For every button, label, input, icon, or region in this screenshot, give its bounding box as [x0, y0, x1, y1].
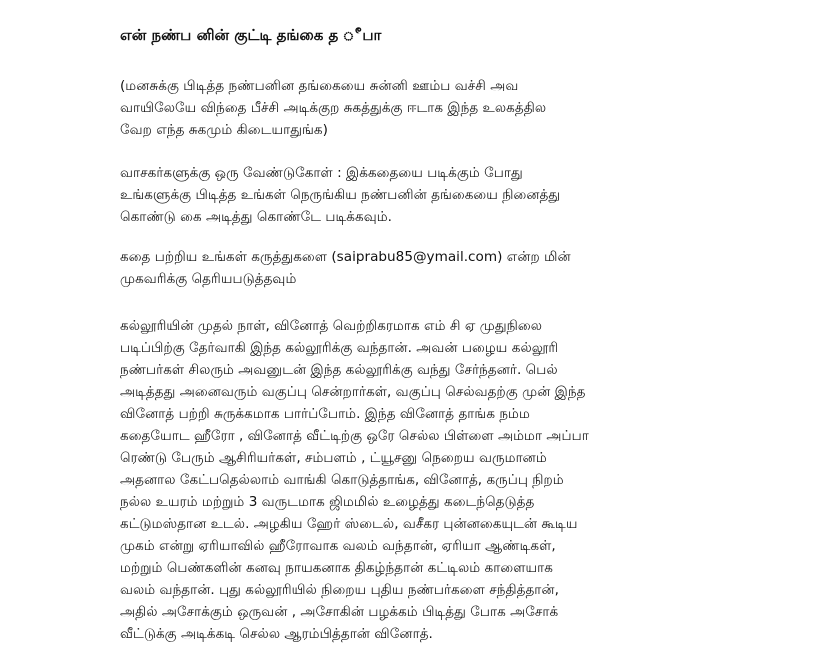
intro-line: வாயிலேயே விந்தை பீச்சி அடிக்குற சுகத்துக்கு ஈடாக இந்த உலகத்தில	[120, 100, 547, 116]
story-line: வினோத் பற்றி சுருக்கமாக பார்ப்போம். இந்த வினோத் தாங்க நம்ம	[120, 406, 530, 422]
request-line: உங்களுக்கு பிடித்த உங்கள் நெருங்கிய நண்பனின் தங்கையை நினைத்து	[120, 187, 561, 203]
intro-line: வேற எந்த சுகமும் கிடையாதுங்க)	[120, 122, 328, 138]
intro-paragraph	[120, 75, 546, 141]
contact-line: கதை பற்றிய உங்கள் கருத்துகளை (saiprabu85@ymail.com) என்ற மின்	[120, 249, 571, 265]
story-line: நல்ல உயரம் மற்றும் 3 வருடமாக ஜிமமில் உழைத்து கடைந்தெடுத்த	[120, 494, 535, 510]
story-line: முகம் என்று ஏரியாவில் ஹீரோவாக வலம் வந்தான், ஏரியா ஆண்டிகள்,	[120, 538, 556, 554]
story-line: கதையோட ஹீரோ , வினோத் வீட்டிற்கு ஒரே செல்ல பிள்ளை அம்மா அப்பா	[120, 428, 589, 444]
document-title: என் நண்ப னின் குட்டி தங்கை த ீபா	[120, 26, 382, 44]
intro-line: (மனசுக்கு பிடித்த நண்பனின தங்கையை சுன்னி ஊம்ப வச்சி அவ	[120, 78, 519, 94]
story-line: மற்றும் பெண்களின் கனவு நாயகனாக திகழ்ந்தான் கட்டிலம் காளையாக	[120, 560, 553, 576]
request-line: வாசகர்களுக்கு ஒரு வேண்டுகோள் : இக்கதையை படிக்கும் போது	[120, 165, 523, 181]
story-line: வலம் வந்தான். புது கல்லூரியில் நிறைய புதிய நண்பர்களை சந்தித்தான்,	[120, 582, 559, 598]
story-line: படிப்பிற்கு தேர்வாகி இந்த கல்லூரிக்கு வந்தான். அவன் பழைய கல்லூரி	[120, 340, 559, 356]
story-line: அதில் அசோக்கும் ஒருவன் , அசோகின் பழக்கம் பிடித்து போக அசோக்	[120, 604, 559, 620]
contact-paragraph	[120, 246, 571, 290]
story-line: கட்டுமஸ்தான உடல். அழகிய ஹேர் ஸ்டைல், வசீகர புன்னகையுடன் கூடிய	[120, 516, 578, 532]
reader-request-paragraph	[120, 162, 560, 228]
story-line: ரெண்டு பேரும் ஆசிரியர்கள், சம்பளம் , ட்யூசனு நெறைய வருமானம்	[120, 450, 547, 466]
story-line: வீட்டுக்கு அடிக்கடி செல்ல ஆரம்பித்தான் வினோத்.	[120, 626, 433, 642]
story-paragraph	[120, 315, 589, 645]
contact-line: முகவரிக்கு தெரியபடுத்தவும்	[120, 271, 297, 287]
request-line: கொண்டு கை அடித்து கொண்டே படிக்கவும்.	[120, 209, 392, 225]
story-line: அடித்தது அனைவரும் வகுப்பு சென்றார்கள், வகுப்பு செல்வதற்கு முன் இந்த	[120, 384, 586, 400]
story-line: அதனால கேட்பதெல்லாம் வாங்கி கொடுத்தாங்க, வினோத், கருப்பு நிறம்	[120, 472, 564, 488]
story-line: நண்பர்கள் சிலரும் அவனுடன் இந்த கல்லூரிக்கு வந்து சேர்ந்தனர். பெல்	[120, 362, 558, 378]
story-line: கல்லூரியின் முதல் நாள், வினோத் வெற்றிகரமாக எம் சி ஏ முதுநிலை	[120, 318, 543, 334]
